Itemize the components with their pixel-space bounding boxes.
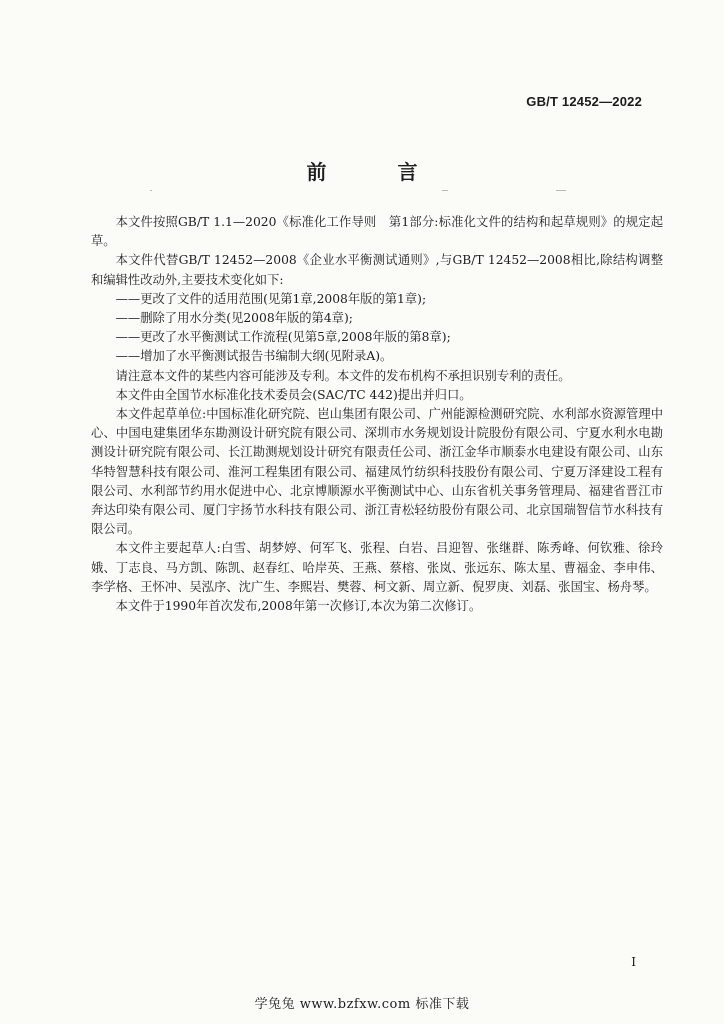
paragraph-patent-notice: 请注意本文件的某些内容可能涉及专利。本文件的发布机构不承担识别专利的责任。 (115, 368, 571, 383)
change-item: ——增加了水平衡测试报告书编制大纲(见附录A)。 (115, 349, 393, 364)
scan-speck (556, 190, 566, 191)
page-title: 前 言 (306, 160, 450, 184)
standard-code: GB/T 12452—2022 (526, 94, 642, 109)
paragraph-drafters: 本文件主要起草人:白雪、胡梦婷、何军飞、张程、白岩、吕迎智、张继群、陈秀峰、何钦雅、徐玲娥、丁志良、马方凯、陈凯、赵春红、哈岸英、王燕、蔡榕、张岚、张远东、陈太星、曹福金、李申伟、李学格、王怀冲、吴泓序、沈广生、李熙岩、樊蓉、柯文新、周立新、倪罗庚、刘磊、张国宝、杨舟琴。 (91, 541, 663, 594)
paragraph-drafting-rules: 本文件按照GB/T 1.1—2020《标准化工作导则 第1部分:标准化文件的结构和起草规则》的规定起草。 (91, 215, 663, 249)
change-item: ——更改了文件的适用范围(见第1章,2008年版的第1章); (115, 291, 427, 306)
paragraph-history: 本文件于1990年首次发布,2008年第一次修订,本次为第二次修订。 (115, 599, 482, 614)
paragraph-replacement: 本文件代替GB/T 12452—2008《企业水平衡测试通则》,与GB/T 12452—2008相比,除结构调整和编辑性改动外,主要技术变化如下: (91, 253, 663, 287)
change-item: ——删除了用水分类(见2008年版的第4章); (115, 311, 353, 326)
footer-watermark: 学兔兔 www.bzfxw.com 标准下载 (254, 997, 470, 1012)
paragraph-proposer: 本文件由全国节水标准化技术委员会(SAC/TC 442)提出并归口。 (115, 387, 472, 402)
foreword-body (91, 213, 663, 616)
scan-speck (150, 190, 152, 191)
change-item: ——更改了水平衡测试工作流程(见第5章,2008年版的第8章); (115, 330, 451, 345)
paragraph-drafting-units: 本文件起草单位:中国标准化研究院、岜山集团有限公司、广州能源检测研究院、水利部水资源管理中心、中国电建集团华东勘测设计研究院有限公司、深圳市水务规划设计院股份有限公司、宁夏水利水电勘测设计研究院有限公司、长江勘测规划设计研究有限责任公司、浙江金华市顺泰水电建设有限公司、山东华特智慧科技有限公司、淮河工程集团有限公司、福建凤竹纺织科技股份有限公司、宁夏万泽建设工程有限公司、水利部节约用水促进中心、北京博顺源水平衡测试中心、山东省机关事务管理局、福建省晋江市奔达印染有限公司、厦门宇扬节水科技有限公司、浙江青松轻纺股份有限公司、北京国瑞智信节水科技有限公司。 (91, 407, 663, 537)
page-number: I (631, 955, 636, 969)
scan-speck (442, 190, 448, 191)
